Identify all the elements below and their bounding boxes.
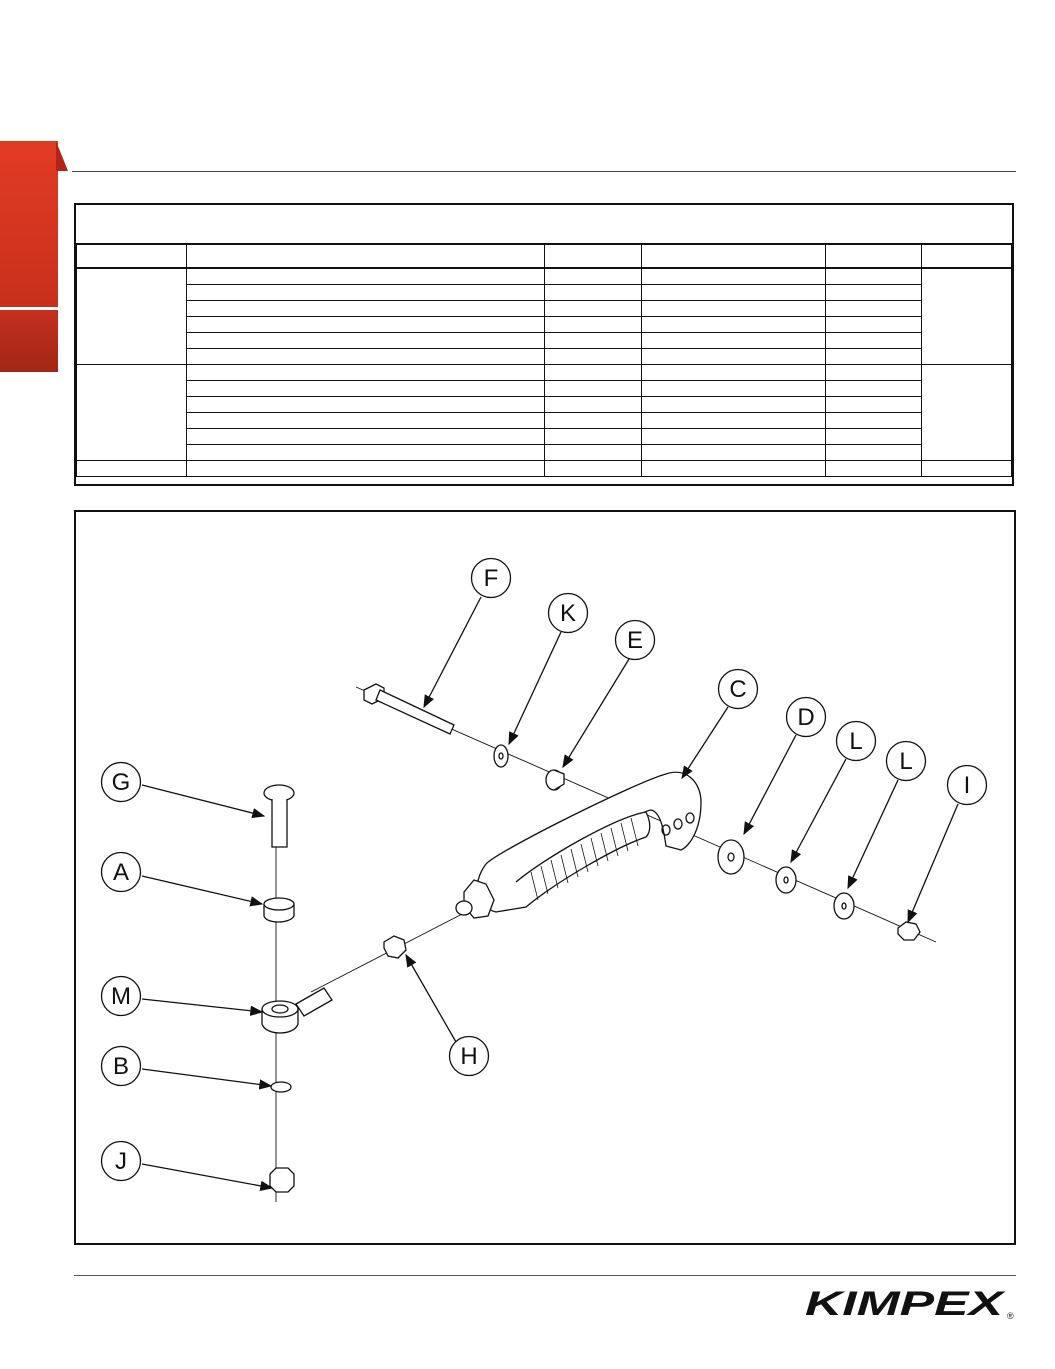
diagram-svg: [76, 512, 1018, 1247]
col-header-qty: [545, 244, 642, 269]
callout-m: M: [111, 983, 131, 1010]
col-header-ref: [826, 244, 922, 269]
table-row: [77, 397, 1012, 413]
leader-j: [142, 1164, 272, 1188]
part-nut-h: [384, 936, 406, 958]
table-row: [77, 365, 1012, 381]
section-tab-lower: [0, 310, 58, 372]
leader-f: [424, 597, 481, 707]
leader-a: [142, 876, 262, 904]
callout-e: E: [626, 627, 644, 654]
callout-c: C: [729, 676, 747, 703]
table-row: [77, 317, 1012, 333]
part-washer-l1: [776, 867, 796, 893]
callout-a: A: [112, 859, 130, 886]
leader-b: [142, 1069, 271, 1086]
leader-e: [563, 659, 629, 767]
table-header-row: [77, 244, 1012, 269]
leader-g: [142, 785, 264, 816]
logo-text: KIMPEX: [805, 1285, 1007, 1323]
logo-trademark: ®: [1007, 1311, 1014, 1321]
part-arm-c: [456, 772, 701, 918]
callout-l2: L: [899, 748, 913, 775]
part-spacer-e: [546, 770, 564, 790]
callout-j: J: [115, 1148, 127, 1175]
section-tab-fold: [56, 141, 68, 171]
leader-l1: [791, 759, 846, 862]
table-title: [76, 205, 1012, 245]
leader-l2: [848, 780, 898, 888]
leader-m: [142, 999, 262, 1012]
exploded-diagram: [74, 510, 1016, 1245]
callout-d: D: [797, 704, 815, 731]
table-row: [77, 301, 1012, 317]
group-cell: [77, 268, 187, 365]
table-row: [77, 268, 1012, 285]
table-row: [77, 413, 1012, 429]
group-kit-cell: [922, 268, 1012, 365]
part-bolt-f: [364, 684, 454, 734]
leader-c: [682, 707, 728, 778]
callout-l1: L: [849, 728, 863, 755]
part-washer-b: [271, 1082, 291, 1092]
parts-grid: [76, 243, 1012, 477]
part-washer-d: [718, 840, 744, 874]
part-bushing-a: [264, 898, 294, 922]
footer-rule: [74, 1275, 1016, 1276]
leader-i: [908, 804, 958, 922]
callout-h: H: [460, 1043, 478, 1070]
callout-f: F: [483, 565, 499, 592]
leader-k: [509, 632, 561, 744]
group-cell: [77, 365, 187, 461]
part-washer-k: [494, 745, 508, 767]
kimpex-logo: [803, 1283, 1018, 1325]
part-rod-end-m: [262, 988, 332, 1033]
part-bolt-g: [264, 785, 294, 847]
col-header-model: [77, 244, 187, 269]
leader-d: [744, 735, 796, 834]
parts-table: [74, 203, 1014, 486]
part-nut-i: [898, 922, 920, 940]
callout-g: G: [111, 769, 131, 796]
table-row: [77, 381, 1012, 397]
table-row: [77, 285, 1012, 301]
callout-k: K: [559, 600, 577, 627]
part-nut-j: [270, 1168, 294, 1192]
col-header-kit: [922, 244, 1012, 269]
table-row: [77, 461, 1012, 477]
table-row: [77, 445, 1012, 461]
callout-i: I: [963, 772, 971, 799]
col-header-part-number: [642, 244, 826, 269]
callout-b: B: [112, 1053, 130, 1080]
part-washer-l2: [834, 893, 854, 919]
header-rule: [72, 171, 1016, 172]
group-kit-cell: [922, 365, 1012, 461]
section-tab: [0, 141, 58, 307]
col-header-description: [187, 244, 545, 269]
table-row: [77, 429, 1012, 445]
leader-h: [406, 955, 456, 1042]
table-row: [77, 333, 1012, 349]
table-row: [77, 349, 1012, 365]
